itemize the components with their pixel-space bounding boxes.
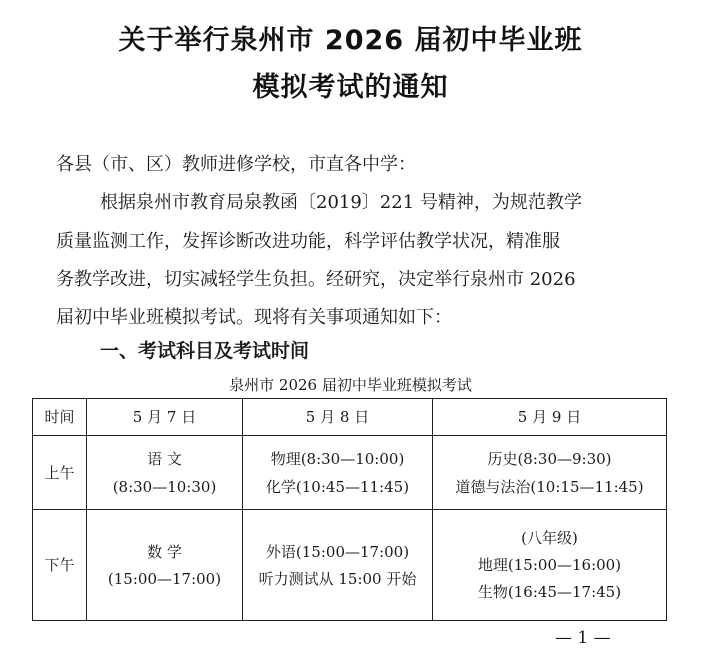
header-day3: 5 月 9 日 [433, 399, 667, 436]
table-row-afternoon [33, 510, 667, 621]
cell-afternoon-day3 [433, 510, 667, 621]
page-number: — 1 — [555, 628, 611, 648]
row-label-afternoon: 下午 [33, 510, 87, 621]
body-line-1: 根据泉州市教育局泉教函〔2019〕221 号精神，为规范教学 [100, 192, 582, 213]
cell-text: 道德与法治(10:15—11:45) [455, 477, 644, 496]
cell-text: 数 学 [147, 542, 182, 561]
cell-text: (八年级) [521, 529, 578, 547]
body-line-3: 务教学改进，切实减轻学生负担。经研究，决定举行泉州市 2026 [56, 269, 576, 290]
header-time: 时间 [33, 399, 87, 436]
cell-text: (8:30—10:30) [112, 477, 217, 496]
body-line-2: 质量监测工作，发挥诊断改进功能，科学评估教学状况，精准服 [56, 231, 560, 252]
exam-schedule-table [32, 398, 667, 621]
header-day2: 5 月 8 日 [243, 399, 433, 436]
salutation: 各县（市、区）教师进修学校，市直各中学： [56, 154, 416, 175]
cell-text: 化学(10:45—11:45) [265, 477, 410, 496]
cell-morning-day3 [433, 436, 667, 510]
cell-afternoon-day1 [87, 510, 243, 621]
row-label-morning: 上午 [33, 436, 87, 510]
document-title-line1: 关于举行泉州市 2026 届初中毕业班 [118, 25, 583, 56]
table-header-row [33, 399, 667, 436]
header-day1: 5 月 7 日 [87, 399, 243, 436]
cell-text: (15:00—17:00) [107, 569, 222, 588]
cell-text: 地理(15:00—16:00) [477, 556, 622, 574]
body-line-4: 届初中毕业班模拟考试。现将有关事项通知如下： [56, 307, 452, 328]
cell-text: 物理(8:30—10:00) [270, 449, 405, 468]
cell-text: 生物(16:45—17:45) [477, 583, 622, 601]
cell-text: 外语(15:00—17:00) [265, 542, 410, 561]
table-row-morning [33, 436, 667, 510]
cell-morning-day2 [243, 436, 433, 510]
cell-text: 历史(8:30—9:30) [487, 449, 612, 468]
cell-text: 语 文 [147, 449, 182, 468]
document-title-line2: 模拟考试的通知 [252, 72, 449, 103]
cell-morning-day1 [87, 436, 243, 510]
table-caption: 泉州市 2026 届初中毕业班模拟考试 [229, 376, 472, 394]
cell-text: 听力测试从 15:00 开始 [258, 569, 417, 588]
cell-afternoon-day2 [243, 510, 433, 621]
section-heading: 一、考试科目及考试时间 [100, 340, 310, 362]
